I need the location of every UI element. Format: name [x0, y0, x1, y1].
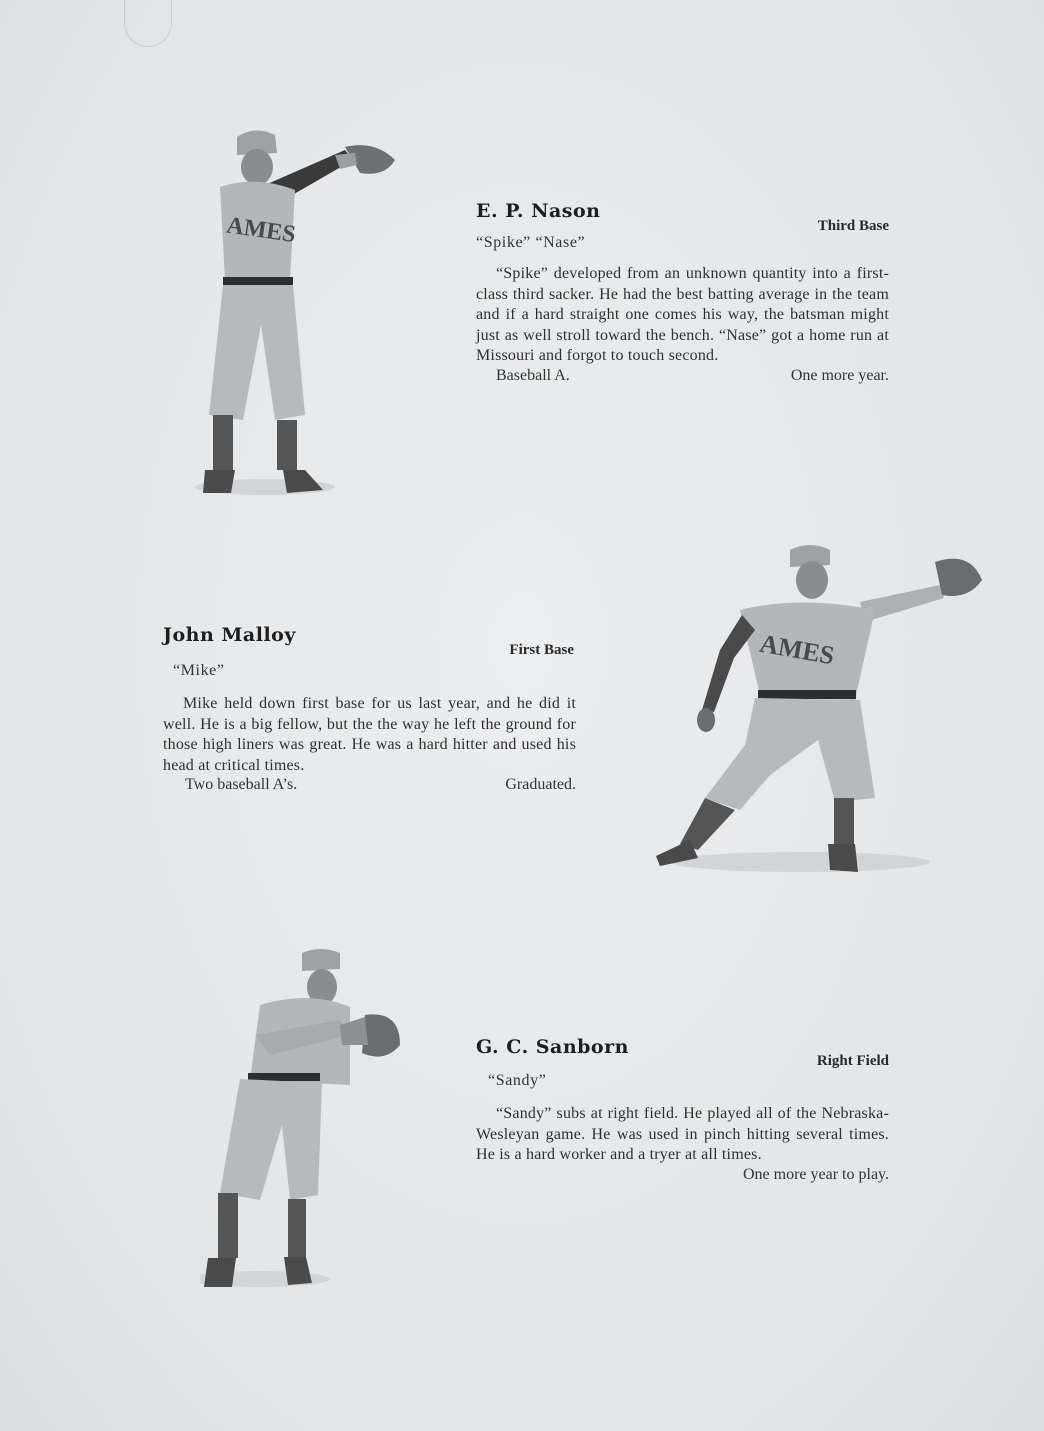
player-position: Third Base — [817, 218, 889, 234]
player-name: G. C. Sanborn — [476, 1036, 629, 1058]
player-footer-left: Two baseball A’s. — [185, 776, 298, 793]
player-position: Right Field — [816, 1053, 889, 1069]
player-nicknames: “Mike” — [173, 662, 225, 679]
player-entry-malloy — [163, 624, 576, 794]
player-footer-right: Graduated. — [505, 776, 576, 793]
player-description: “Spike” developed from an unknown quantity into a first-class third sacker. He had the best batting average in the team and if a hard straight one comes his way, the batsman might just as well stroll toward the bench. “Nase” got a home run at Missouri and forgot to touch second. — [476, 265, 889, 364]
player-position: First Base — [509, 642, 574, 658]
player-nicknames: “Spike” “Nase” — [476, 234, 586, 251]
player-photo-sanborn — [200, 945, 410, 1295]
player-footer-right: One more year. — [790, 366, 889, 384]
player-footer-left: Baseball A. — [496, 366, 570, 384]
svg-text:AMES: AMES — [224, 212, 298, 248]
player-name: John Malloy — [163, 624, 296, 646]
player-name: E. P. Nason — [476, 200, 601, 222]
player-photo-malloy — [650, 540, 990, 880]
player-nicknames: “Sandy” — [488, 1072, 547, 1089]
player-description: “Sandy” subs at right field. He played all of the Nebraska-Wesleyan game. He was used in pinch hitting several times. He is a hard worker and a tryer at all times. — [476, 1105, 889, 1163]
player-description: Mike held down first base for us last year, and he did it well. He is a big fellow, but the the way he left the ground for those high liners was great. He was a hard hitter and used his head at critical times. — [163, 695, 576, 774]
player-entry-nason — [476, 200, 889, 385]
player-entry-sanborn — [476, 1036, 889, 1184]
punch-hole-mark — [124, 0, 172, 47]
player-footer-right: One more year to play. — [742, 1165, 889, 1183]
player-photo-nason — [195, 125, 405, 500]
svg-text:AMES: AMES — [757, 628, 837, 671]
